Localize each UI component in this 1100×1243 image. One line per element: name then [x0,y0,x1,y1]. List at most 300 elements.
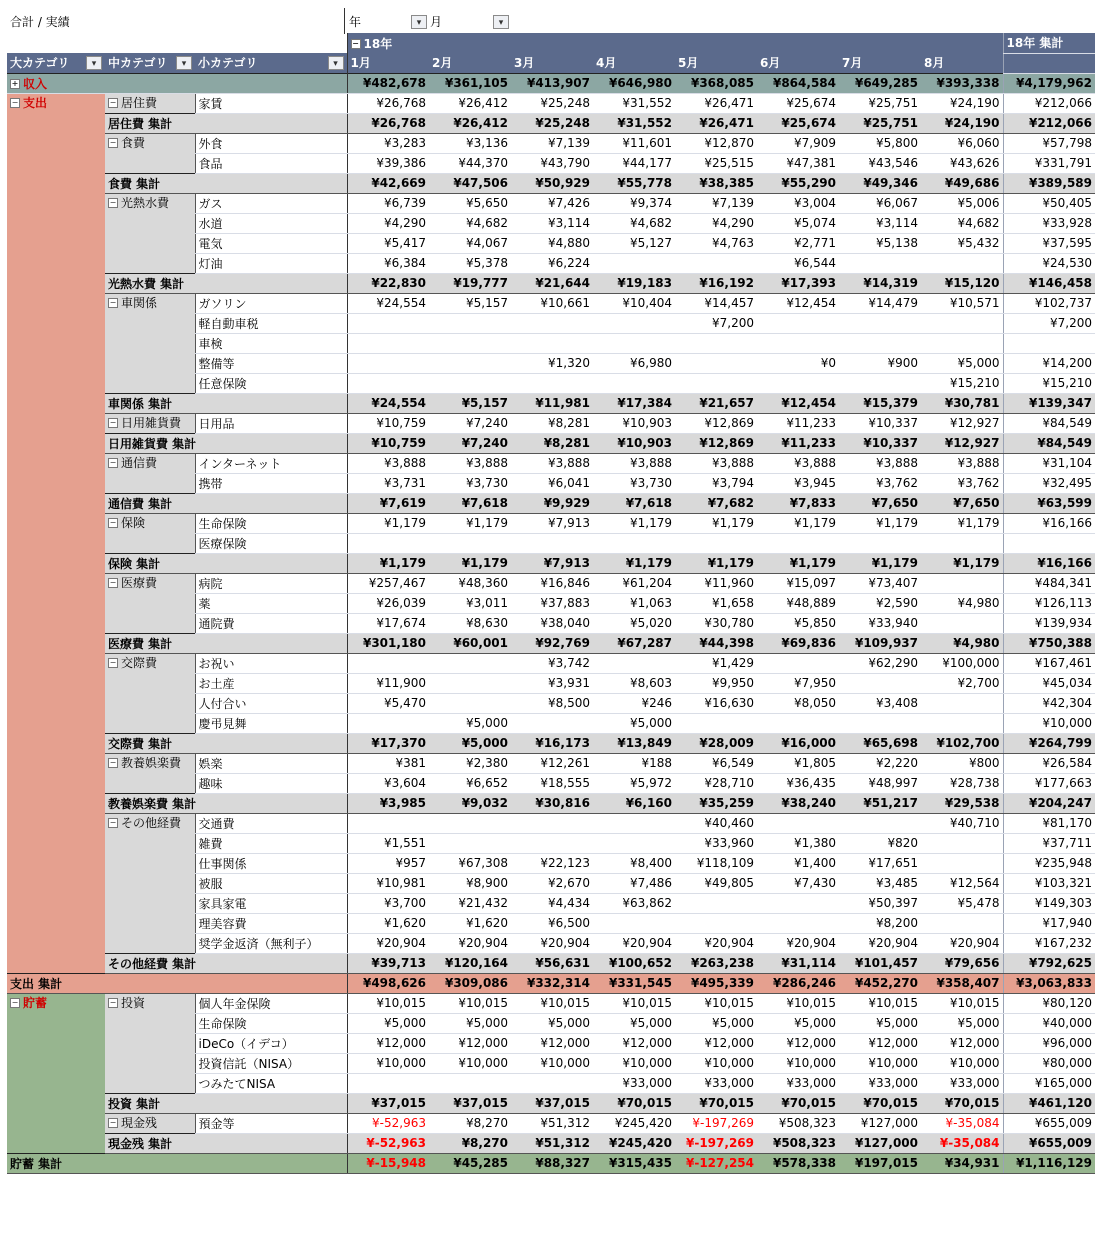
expand-icon[interactable]: + [11,79,19,88]
value-cell[interactable]: ¥44,177 [593,153,675,173]
value-cell[interactable]: ¥37,015 [347,1093,429,1113]
value-cell[interactable]: ¥25,248 [511,113,593,133]
value-cell[interactable]: ¥508,323 [757,1133,839,1153]
value-cell[interactable]: ¥47,506 [429,173,511,193]
value-cell[interactable]: ¥5,138 [839,233,921,253]
collapse-icon[interactable]: − [11,98,19,107]
collapse-icon[interactable]: − [109,1118,117,1127]
value-cell[interactable]: ¥315,435 [593,1153,675,1173]
value-cell[interactable]: ¥37,015 [429,1093,511,1113]
value-cell[interactable]: ¥6,067 [839,193,921,213]
small-category-cell[interactable]: 車検 [195,333,347,353]
value-cell[interactable]: ¥393,338 [921,73,1003,93]
value-cell[interactable]: ¥10,000 [593,1053,675,1073]
value-cell[interactable]: ¥3,888 [839,453,921,473]
value-cell[interactable]: ¥2,771 [757,233,839,253]
value-cell[interactable]: ¥45,285 [429,1153,511,1173]
value-cell[interactable]: ¥1,179 [429,553,511,573]
row-total-cell[interactable]: ¥461,120 [1003,1093,1095,1113]
value-cell[interactable]: ¥24,190 [921,113,1003,133]
value-cell[interactable]: ¥286,246 [757,973,839,993]
value-cell[interactable]: ¥197,015 [839,1153,921,1173]
small-category-cell[interactable]: インターネット [195,453,347,473]
small-category-cell[interactable]: 水道 [195,213,347,233]
value-cell[interactable] [839,673,921,693]
month-filter-icon[interactable]: ▾ [493,15,509,29]
value-cell[interactable]: ¥5,000 [675,1013,757,1033]
value-cell[interactable]: ¥24,554 [347,293,429,313]
small-category-cell[interactable]: 生命保険 [195,1013,347,1033]
value-cell[interactable]: ¥21,432 [429,893,511,913]
value-cell[interactable]: ¥3,985 [347,793,429,813]
value-cell[interactable]: ¥12,870 [675,133,757,153]
value-cell[interactable] [839,533,921,553]
collapse-icon[interactable]: − [109,198,117,207]
value-cell[interactable] [429,833,511,853]
value-cell[interactable]: ¥3,762 [839,473,921,493]
value-cell[interactable] [511,333,593,353]
value-cell[interactable]: ¥1,551 [347,833,429,853]
value-cell[interactable]: ¥10,015 [839,993,921,1013]
value-cell[interactable]: ¥8,400 [593,853,675,873]
small-category-cell[interactable]: 携帯 [195,473,347,493]
value-cell[interactable]: ¥4,290 [675,213,757,233]
value-cell[interactable]: ¥649,285 [839,73,921,93]
value-cell[interactable]: ¥26,768 [347,93,429,113]
value-cell[interactable] [675,333,757,353]
small-category-cell[interactable]: 外食 [195,133,347,153]
value-cell[interactable]: ¥16,846 [511,573,593,593]
value-cell[interactable]: ¥109,937 [839,633,921,653]
value-cell[interactable]: ¥3,945 [757,473,839,493]
value-cell[interactable]: ¥9,374 [593,193,675,213]
small-category-cell[interactable]: 理美容費 [195,913,347,933]
value-cell[interactable]: ¥48,360 [429,573,511,593]
value-cell[interactable]: ¥11,900 [347,673,429,693]
value-cell[interactable]: ¥25,515 [675,153,757,173]
value-cell[interactable]: ¥5,650 [429,193,511,213]
value-cell[interactable]: ¥12,927 [921,413,1003,433]
value-cell[interactable]: ¥70,015 [839,1093,921,1113]
value-cell[interactable]: ¥8,270 [429,1133,511,1153]
value-cell[interactable]: ¥10,015 [921,993,1003,1013]
row-total-cell[interactable]: ¥84,549 [1003,413,1095,433]
row-total-cell[interactable]: ¥792,625 [1003,953,1095,973]
value-cell[interactable]: ¥3,888 [347,453,429,473]
value-cell[interactable] [511,533,593,553]
value-cell[interactable]: ¥3,888 [429,453,511,473]
value-cell[interactable]: ¥43,626 [921,153,1003,173]
collapse-icon[interactable]: − [109,298,117,307]
value-cell[interactable]: ¥7,139 [511,133,593,153]
value-cell[interactable]: ¥9,032 [429,793,511,813]
value-cell[interactable]: ¥11,601 [593,133,675,153]
value-cell[interactable]: ¥37,015 [511,1093,593,1113]
value-cell[interactable] [347,713,429,733]
value-cell[interactable]: ¥-52,963 [347,1113,429,1133]
big-category-header[interactable]: 大カテゴリ ▾ [7,53,105,73]
value-cell[interactable]: ¥498,626 [347,973,429,993]
value-cell[interactable]: ¥5,000 [429,1013,511,1033]
row-total-cell[interactable]: ¥389,589 [1003,173,1095,193]
small-category-cell[interactable]: 薬 [195,593,347,613]
value-cell[interactable]: ¥7,486 [593,873,675,893]
row-total-cell[interactable]: ¥80,120 [1003,993,1095,1013]
value-cell[interactable]: ¥5,000 [511,1013,593,1033]
value-cell[interactable]: ¥1,179 [921,513,1003,533]
value-cell[interactable]: ¥10,000 [429,1053,511,1073]
value-cell[interactable]: ¥49,805 [675,873,757,893]
value-cell[interactable]: ¥51,217 [839,793,921,813]
value-cell[interactable]: ¥14,319 [839,273,921,293]
value-cell[interactable]: ¥15,097 [757,573,839,593]
mid-category-cell[interactable] [105,93,195,113]
value-cell[interactable]: ¥33,000 [757,1073,839,1093]
value-cell[interactable]: ¥26,039 [347,593,429,613]
value-cell[interactable]: ¥19,777 [429,273,511,293]
value-cell[interactable]: ¥21,644 [511,273,593,293]
value-cell[interactable]: ¥11,981 [511,393,593,413]
value-cell[interactable]: ¥12,000 [593,1033,675,1053]
mid-category-cell[interactable] [105,753,195,793]
row-total-cell[interactable]: ¥4,179,962 [1003,73,1095,93]
value-cell[interactable]: ¥10,337 [839,413,921,433]
row-total-cell[interactable]: ¥1,116,129 [1003,1153,1095,1173]
value-cell[interactable]: ¥8,281 [511,433,593,453]
value-cell[interactable]: ¥12,454 [757,393,839,413]
value-cell[interactable]: ¥1,620 [347,913,429,933]
row-total-cell[interactable]: ¥16,166 [1003,513,1095,533]
value-cell[interactable]: ¥13,849 [593,733,675,753]
value-cell[interactable]: ¥6,739 [347,193,429,213]
mid-category-cell[interactable] [105,653,195,733]
value-cell[interactable]: ¥5,127 [593,233,675,253]
value-cell[interactable]: ¥1,179 [429,513,511,533]
row-total-cell[interactable]: ¥102,737 [1003,293,1095,313]
value-cell[interactable]: ¥4,067 [429,233,511,253]
value-cell[interactable]: ¥20,904 [347,933,429,953]
value-cell[interactable]: ¥1,179 [347,553,429,573]
value-cell[interactable] [921,313,1003,333]
row-total-cell[interactable]: ¥655,009 [1003,1133,1095,1153]
value-cell[interactable]: ¥20,904 [757,933,839,953]
value-cell[interactable]: ¥24,554 [347,393,429,413]
value-cell[interactable]: ¥127,000 [839,1133,921,1153]
value-cell[interactable]: ¥-197,269 [675,1133,757,1153]
value-cell[interactable]: ¥7,650 [839,493,921,513]
value-cell[interactable] [429,673,511,693]
small-category-header[interactable]: 小カテゴリ ▾ [195,53,347,73]
value-cell[interactable]: ¥8,500 [511,693,593,713]
value-cell[interactable]: ¥3,888 [511,453,593,473]
value-cell[interactable]: ¥5,157 [429,393,511,413]
value-cell[interactable]: ¥2,380 [429,753,511,773]
value-cell[interactable] [347,813,429,833]
value-cell[interactable]: ¥12,000 [675,1033,757,1053]
value-cell[interactable]: ¥10,000 [921,1053,1003,1073]
value-cell[interactable]: ¥25,751 [839,113,921,133]
row-total-cell[interactable]: ¥16,166 [1003,553,1095,573]
value-cell[interactable]: ¥25,674 [757,113,839,133]
value-cell[interactable]: ¥20,904 [593,933,675,953]
value-cell[interactable]: ¥10,015 [593,993,675,1013]
value-cell[interactable]: ¥188 [593,753,675,773]
small-category-cell[interactable]: 人付合い [195,693,347,713]
value-cell[interactable]: ¥12,000 [347,1033,429,1053]
small-category-cell[interactable]: 電気 [195,233,347,253]
small-category-cell[interactable]: 医療保険 [195,533,347,553]
small-category-cell[interactable]: 被服 [195,873,347,893]
value-cell[interactable]: ¥12,869 [675,413,757,433]
value-cell[interactable] [429,373,511,393]
value-cell[interactable]: ¥16,630 [675,693,757,713]
row-total-cell[interactable]: ¥331,791 [1003,153,1095,173]
value-cell[interactable]: ¥301,180 [347,633,429,653]
value-cell[interactable]: ¥17,370 [347,733,429,753]
mid-category-cell[interactable] [105,1113,195,1133]
value-cell[interactable]: ¥10,903 [593,413,675,433]
value-cell[interactable]: ¥508,323 [757,1113,839,1133]
small-category-cell[interactable]: 任意保険 [195,373,347,393]
value-cell[interactable]: ¥1,179 [593,553,675,573]
value-cell[interactable]: ¥51,312 [511,1133,593,1153]
value-cell[interactable]: ¥3,011 [429,593,511,613]
row-total-cell[interactable]: ¥26,584 [1003,753,1095,773]
small-category-cell[interactable]: 軽自動車税 [195,313,347,333]
row-total-cell[interactable]: ¥80,000 [1003,1053,1095,1073]
mid-category-cell[interactable] [105,133,195,173]
value-cell[interactable]: ¥1,320 [511,353,593,373]
row-total-cell[interactable]: ¥37,595 [1003,233,1095,253]
value-cell[interactable]: ¥646,980 [593,73,675,93]
row-total-cell[interactable]: ¥40,000 [1003,1013,1095,1033]
value-cell[interactable]: ¥11,233 [757,433,839,453]
row-total-cell[interactable]: ¥84,549 [1003,433,1095,453]
value-cell[interactable]: ¥2,220 [839,753,921,773]
value-cell[interactable]: ¥957 [347,853,429,873]
row-total-cell[interactable]: ¥204,247 [1003,793,1095,813]
value-cell[interactable] [347,333,429,353]
value-cell[interactable]: ¥40,710 [921,813,1003,833]
value-cell[interactable]: ¥5,972 [593,773,675,793]
value-cell[interactable]: ¥381 [347,753,429,773]
value-cell[interactable]: ¥30,816 [511,793,593,813]
value-cell[interactable]: ¥38,240 [757,793,839,813]
small-category-cell[interactable]: 交通費 [195,813,347,833]
value-cell[interactable]: ¥1,429 [675,653,757,673]
value-cell[interactable]: ¥44,398 [675,633,757,653]
value-cell[interactable]: ¥43,790 [511,153,593,173]
row-total-cell[interactable]: ¥235,948 [1003,853,1095,873]
value-cell[interactable]: ¥127,000 [839,1113,921,1133]
value-cell[interactable]: ¥6,160 [593,793,675,813]
value-cell[interactable]: ¥17,393 [757,273,839,293]
value-cell[interactable]: ¥7,950 [757,673,839,693]
value-cell[interactable] [839,813,921,833]
small-category-dropdown-icon[interactable]: ▾ [328,56,344,70]
value-cell[interactable]: ¥1,805 [757,753,839,773]
value-cell[interactable]: ¥7,240 [429,413,511,433]
value-cell[interactable]: ¥3,731 [347,473,429,493]
value-cell[interactable] [347,653,429,673]
value-cell[interactable]: ¥245,420 [593,1113,675,1133]
value-cell[interactable] [347,313,429,333]
mid-category-header[interactable]: 中カテゴリ ▾ [105,53,195,73]
value-cell[interactable]: ¥7,618 [429,493,511,513]
value-cell[interactable]: ¥38,385 [675,173,757,193]
value-cell[interactable]: ¥5,378 [429,253,511,273]
value-cell[interactable]: ¥5,006 [921,193,1003,213]
value-cell[interactable]: ¥5,470 [347,693,429,713]
small-category-cell[interactable]: 整備等 [195,353,347,373]
value-cell[interactable]: ¥1,179 [921,553,1003,573]
value-cell[interactable]: ¥4,682 [429,213,511,233]
row-total-cell[interactable]: ¥17,940 [1003,913,1095,933]
value-cell[interactable]: ¥88,327 [511,1153,593,1173]
value-cell[interactable]: ¥11,233 [757,413,839,433]
collapse-icon[interactable]: − [352,39,359,48]
value-cell[interactable]: ¥22,830 [347,273,429,293]
value-cell[interactable]: ¥44,370 [429,153,511,173]
mid-category-cell[interactable] [105,513,195,553]
value-cell[interactable]: ¥7,426 [511,193,593,213]
value-cell[interactable] [757,653,839,673]
row-total-cell[interactable]: ¥103,321 [1003,873,1095,893]
value-cell[interactable]: ¥1,380 [757,833,839,853]
small-category-cell[interactable]: 預金等 [195,1113,347,1133]
value-cell[interactable]: ¥5,417 [347,233,429,253]
value-cell[interactable]: ¥35,259 [675,793,757,813]
value-cell[interactable] [675,373,757,393]
small-category-cell[interactable]: つみたてNISA [195,1073,347,1093]
value-cell[interactable]: ¥6,544 [757,253,839,273]
value-cell[interactable]: ¥7,913 [511,513,593,533]
value-cell[interactable]: ¥3,485 [839,873,921,893]
value-cell[interactable]: ¥25,248 [511,93,593,113]
row-total-cell[interactable] [1003,333,1095,353]
value-cell[interactable]: ¥368,085 [675,73,757,93]
value-cell[interactable]: ¥10,000 [757,1053,839,1073]
value-cell[interactable] [921,913,1003,933]
value-cell[interactable]: ¥9,929 [511,493,593,513]
value-cell[interactable]: ¥17,384 [593,393,675,413]
value-cell[interactable]: ¥20,904 [921,933,1003,953]
small-category-cell[interactable]: 通院費 [195,613,347,633]
value-cell[interactable]: ¥5,478 [921,893,1003,913]
value-cell[interactable] [429,1073,511,1093]
value-cell[interactable]: ¥9,950 [675,673,757,693]
value-cell[interactable]: ¥3,730 [593,473,675,493]
value-cell[interactable]: ¥67,308 [429,853,511,873]
value-cell[interactable] [593,913,675,933]
small-category-cell[interactable]: 家賃 [195,93,347,113]
value-cell[interactable]: ¥6,652 [429,773,511,793]
row-total-cell[interactable]: ¥750,388 [1003,633,1095,653]
value-cell[interactable] [921,253,1003,273]
value-cell[interactable]: ¥5,000 [593,1013,675,1033]
value-cell[interactable]: ¥12,454 [757,293,839,313]
value-cell[interactable] [511,833,593,853]
year-filter-icon[interactable]: ▾ [411,15,427,29]
small-category-cell[interactable]: 仕事関係 [195,853,347,873]
value-cell[interactable] [839,333,921,353]
value-cell[interactable]: ¥5,000 [921,353,1003,373]
row-total-cell[interactable]: ¥24,530 [1003,253,1095,273]
row-total-cell[interactable]: ¥37,711 [1003,833,1095,853]
row-total-cell[interactable]: ¥7,200 [1003,313,1095,333]
value-cell[interactable] [839,313,921,333]
value-cell[interactable]: ¥6,041 [511,473,593,493]
small-category-cell[interactable]: ガス [195,193,347,213]
value-cell[interactable]: ¥12,000 [429,1033,511,1053]
value-cell[interactable] [757,373,839,393]
value-cell[interactable]: ¥10,337 [839,433,921,453]
collapse-icon[interactable]: − [109,458,117,467]
value-cell[interactable]: ¥1,179 [347,513,429,533]
value-cell[interactable]: ¥69,836 [757,633,839,653]
value-cell[interactable]: ¥43,546 [839,153,921,173]
small-category-cell[interactable]: 投資信託（NISA） [195,1053,347,1073]
value-cell[interactable]: ¥6,060 [921,133,1003,153]
value-cell[interactable]: ¥3,114 [839,213,921,233]
value-cell[interactable]: ¥7,913 [511,553,593,573]
value-cell[interactable]: ¥37,883 [511,593,593,613]
value-cell[interactable]: ¥7,200 [675,313,757,333]
value-cell[interactable]: ¥25,751 [839,93,921,113]
value-cell[interactable] [593,373,675,393]
value-cell[interactable] [593,533,675,553]
row-total-cell[interactable]: ¥32,495 [1003,473,1095,493]
value-cell[interactable] [921,713,1003,733]
value-cell[interactable]: ¥5,000 [429,733,511,753]
row-total-cell[interactable]: ¥42,304 [1003,693,1095,713]
small-category-cell[interactable]: 個人年金保険 [195,993,347,1013]
row-total-cell[interactable]: ¥655,009 [1003,1113,1095,1133]
value-cell[interactable]: ¥495,339 [675,973,757,993]
value-cell[interactable]: ¥61,204 [593,573,675,593]
value-cell[interactable]: ¥1,179 [675,513,757,533]
small-category-cell[interactable]: 病院 [195,573,347,593]
value-cell[interactable]: ¥8,603 [593,673,675,693]
value-cell[interactable]: ¥10,903 [593,433,675,453]
value-cell[interactable] [429,313,511,333]
mid-category-cell[interactable] [105,813,195,953]
value-cell[interactable]: ¥3,408 [839,693,921,713]
value-cell[interactable]: ¥12,000 [921,1033,1003,1053]
value-cell[interactable] [511,313,593,333]
value-cell[interactable]: ¥3,004 [757,193,839,213]
value-cell[interactable]: ¥3,136 [429,133,511,153]
value-cell[interactable] [675,253,757,273]
value-cell[interactable]: ¥3,888 [593,453,675,473]
mid-category-cell[interactable] [105,993,195,1093]
value-cell[interactable]: ¥15,379 [839,393,921,413]
value-cell[interactable] [757,533,839,553]
value-cell[interactable] [593,333,675,353]
value-cell[interactable]: ¥18,555 [511,773,593,793]
value-cell[interactable] [757,313,839,333]
value-cell[interactable]: ¥8,630 [429,613,511,633]
value-cell[interactable]: ¥4,980 [921,633,1003,653]
value-cell[interactable]: ¥48,889 [757,593,839,613]
small-category-cell[interactable]: iDeCo（イデコ） [195,1033,347,1053]
value-cell[interactable] [593,653,675,673]
value-cell[interactable] [593,833,675,853]
value-cell[interactable]: ¥332,314 [511,973,593,993]
value-cell[interactable] [593,253,675,273]
value-cell[interactable] [675,893,757,913]
value-cell[interactable]: ¥10,404 [593,293,675,313]
